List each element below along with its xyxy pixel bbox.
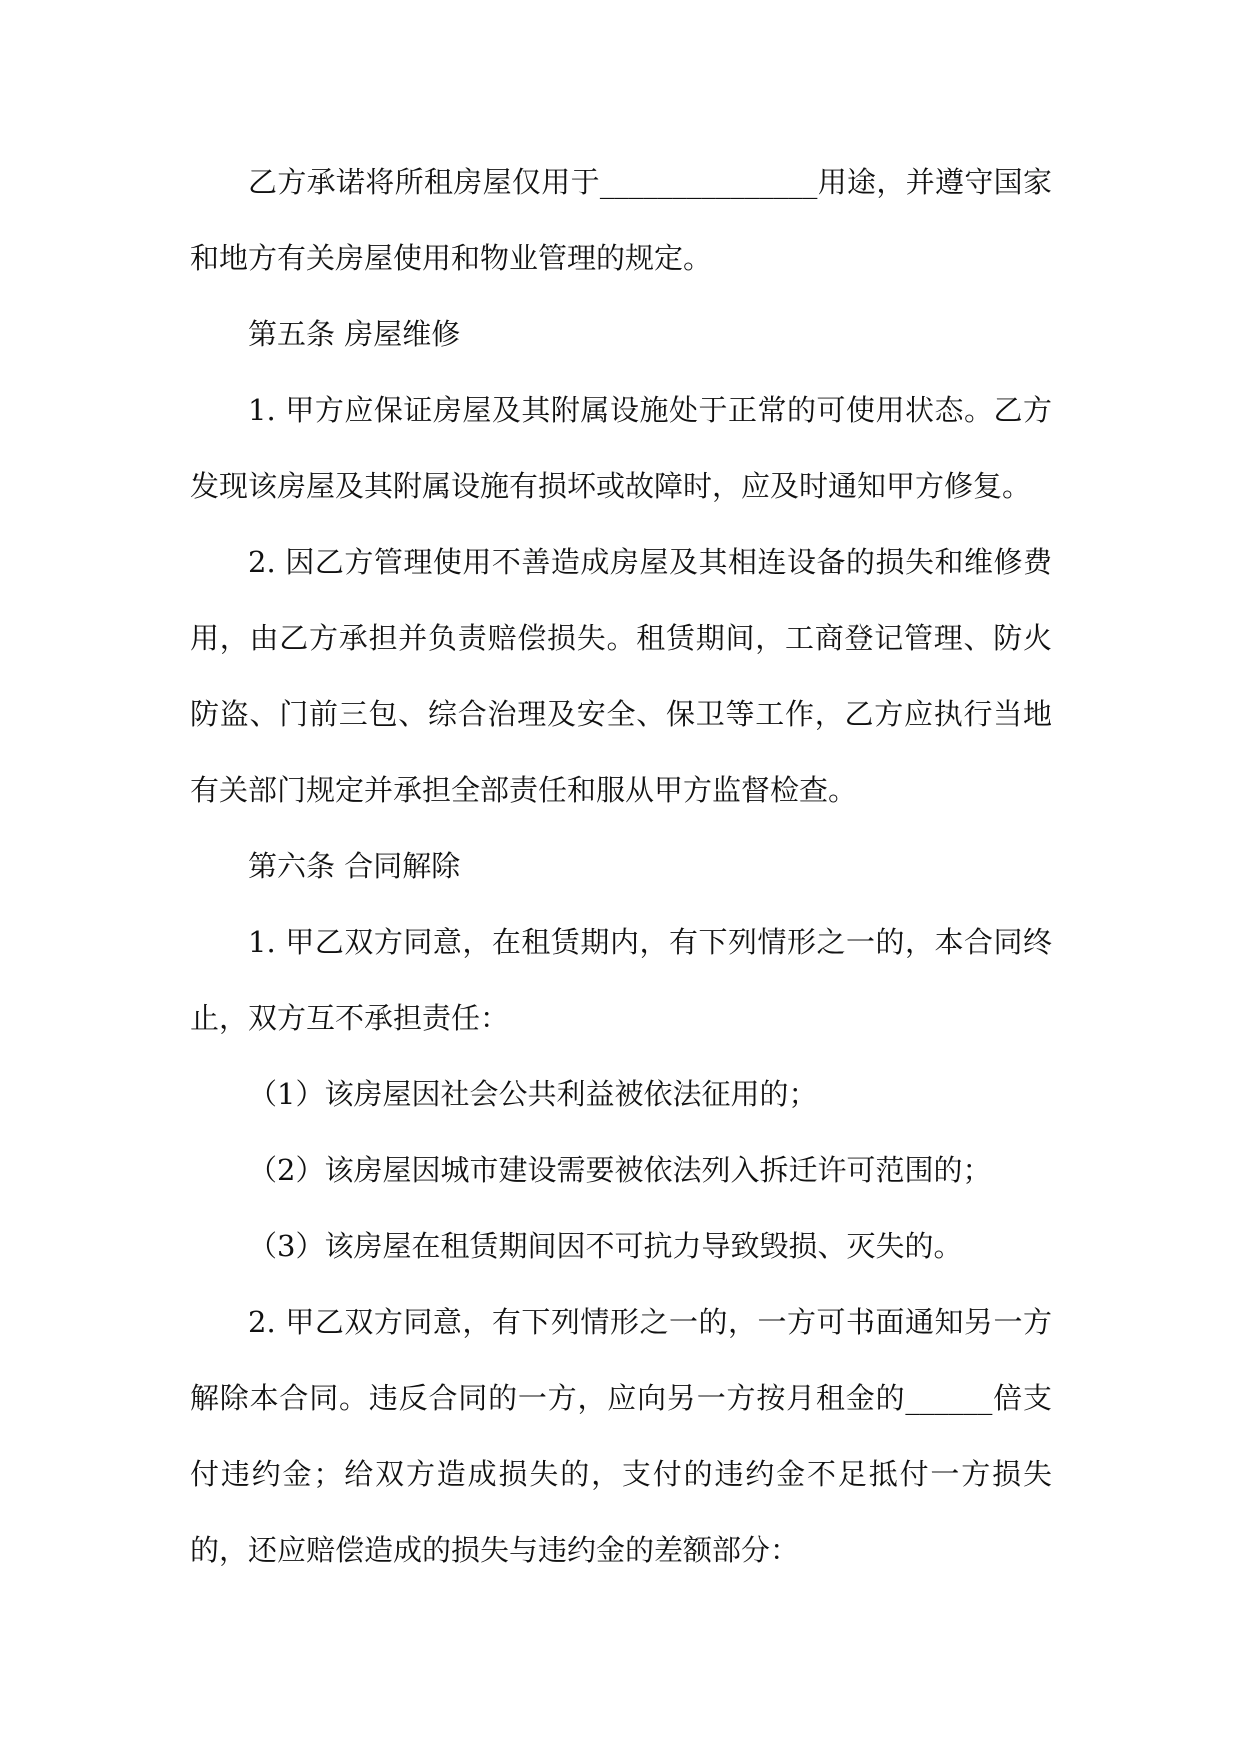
list-item-termination-1: （1）该房屋因社会公共利益被依法征用的； [248,1077,818,1111]
paragraph-termination-clause-1: 1. 甲乙双方同意，在租赁期内，有下列情形之一的，本合同终止，双方互不承担责任： [190,925,1052,1035]
document-body [190,144,1052,1588]
paragraph-repair-clause-2: 2. 因乙方管理使用不善造成房屋及其相连设备的损失和维修费用，由乙方承担并负责赔偿损失。租赁期间，工商登记管理、防火防盗、门前三包、综合治理及安全、保卫等工作，乙方应执行当地有关部门规定并承担全部责任和服从甲方监督检查。 [190,545,1052,807]
paragraph-usage-commitment: 乙方承诺将所租房屋仅用于_______________用途，并遵守国家和地方有关房屋使用和物业管理的规定。 [190,165,1052,275]
paragraph-termination-clause-2: 2. 甲乙双方同意，有下列情形之一的，一方可书面通知另一方解除本合同。违反合同的一方，应向另一方按月租金的______倍支付违约金；给双方造成损失的，支付的违约金不足抵付一方损失的，还应赔偿造成的损失与违约金的差额部分： [190,1305,1052,1567]
list-item-termination-2: （2）该房屋因城市建设需要被依法列入拆迁许可范围的； [248,1153,992,1187]
section-heading-article-6: 第六条 合同解除 [248,849,461,883]
list-item-termination-3: （3）该房屋在租赁期间因不可抗力导致毁损、灭失的。 [248,1229,963,1263]
section-heading-article-5: 第五条 房屋维修 [248,317,461,351]
paragraph-repair-clause-1: 1. 甲方应保证房屋及其附属设施处于正常的可使用状态。乙方发现该房屋及其附属设施有损坏或故障时，应及时通知甲方修复。 [190,393,1052,503]
